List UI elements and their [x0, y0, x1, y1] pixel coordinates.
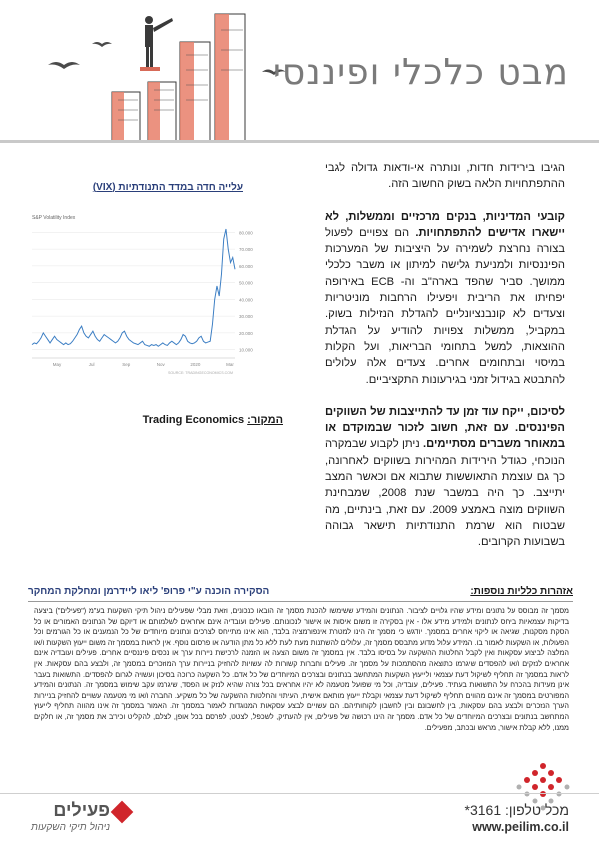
- y-tick-label: 70.000: [239, 247, 253, 253]
- x-tick-label: Mar: [226, 362, 234, 367]
- paragraph-3-text: ניתן לקבוע שבמקרה הנוכחי, כגודל הירידות המהירות בשווקים לאחרונה, כך גם עוצמת התאוששות שתבוא אם וכאשר המצב יתייצב. כך היה במשבר שנת 2008, שמבחינת השווקים מוצה באמצע 2009. עם זאת, בינתיים, מה שבטוח הוא שרמת התנודתיות תישאר גבוהה בשבועות הקרובים.: [325, 438, 565, 549]
- header-divider: [0, 140, 599, 143]
- page-header: [0, 0, 599, 150]
- chart-source: [28, 414, 283, 426]
- x-tick-label: Nov: [156, 362, 165, 367]
- source-name: Trading Economics: [142, 414, 245, 426]
- vix-series-line: [32, 229, 235, 346]
- y-tick-label: 60.000: [239, 263, 253, 269]
- disclaimer-text: מסמך זה מבוסס על נתונים ומידע שהיו גלויים לציבור. הנתונים והמידע ששימשו להכנת מסמך זה הובאו כנכונים, וזאת מבלי שפעילים ניהול תיקי השקעות בע"מ ("פעילים") ביצעה בדיקות עצמאיות ביחס לנתונים ולמידע מידע אלו - אין בסקירה זו משום איסות או אישור לנכונותם. פעילים ועובדיה אינם אחראים לשלמותם או דיוקם של הנתונים האמורים או כל הסקת מסקנות, שגיאה או ליקוי אחרים במסמך. יודגש כי מסמך זה הינו למטרת אינפורמציה בלבד, הוא אינו מתייחס לצרכים ונתונים מיוחדים של כל הנמענים או כל הגורמים וכל הפעולות, או השקעות לאמור בו. המידע עלול מדוע מתבסס מסמך זה, עלולים להשתנות מעת לעת ללא כל מתן הודעה או פרסום נוסף. אין לראות במסמך זה משום ייעוץ השקעות ו/או המלצה לביצוע עסקאות ואין לקבל החלטות ההשקעה על בסיסו בלבד. אין במסמך זה משום הצעה או הזמנה לרכישת ניירות ערך או נכסים פיננסיים אחרים. פעילים ועובדיה אינם אחראים לנזקים ו/או להפסדים שיגרמו כתוצאה מהסתמכות על מסמך זה. פעילים וחברות קשורות לה עשויות להחזיק בניירות ערך המוזכרים במסמך זה, ולבצע בהם עסקאות. אין לראות במסמך זה תחליף לשיקול דעת עצמאי ולייעוץ השקעות המתחשב בנתונים ובצרכים המיוחדים של כל אדם. כל השקעה כרוכה בסיכון ועשויה לגרום להפסדים. התשואות בעבר אינן מעידות בהכרח על התשואות בעתיד. פעילים, עובדיה, וכל מי שפועל מטעמה לא יהיו אחראים בכל צורה שהיא לנזק או הפסד, שיגרמו עקב שימוש במסמך זה. הנתונים והמידע המפורטים במסמך זה אינם מהווים תחליף לשיקול דעת עצמאי וקבלת ייעוץ מותאם אישית, העיתוי והחלטות ההשקעה של כל משקיע. החברה ו/או מי מטעמה עשויים להחזיק בניירות הערך הנזכרים ולבצע בהם עסקאות, בין לחשבונם ובין לחשבון לקוחותיהם. הם עשויים לבצע עסקאות המנוגדות לאמור במסמך זה. האמור במסמך זה אינו מהווה תחליף לייעוץ המתחשב בנתונים ובצרכים המיוחדים של כל אדם. מסמך זה הינו רכושה של פעילים, אין להעתיק, לשכפל, לצטט, לפרסם בכל אופן, לצלם, להקליט וכיו"ב את מסמך זה, או חלקים ממנו, ללא קבלת אישור, מראש ובכתב, מפעילים.: [34, 606, 569, 732]
- website-link[interactable]: www.peilim.co.il: [472, 820, 569, 834]
- source-label: המקור:: [247, 414, 283, 426]
- x-tick-label: 2020: [190, 362, 201, 367]
- y-tick-label: 40.000: [239, 297, 253, 303]
- y-tick-label: 30.000: [239, 314, 253, 320]
- y-tick-label: 10.000: [239, 347, 253, 353]
- x-tick-label: Sep: [122, 362, 131, 367]
- y-tick-label: 50.000: [239, 280, 253, 286]
- y-tick-label: 80.000: [239, 230, 253, 236]
- paragraph-3-lead: לסיכום, ייקח עוד זמן עד להתייצבות של השווקים הפיננסים. עם זאת, חשוב לזכור שבמוקדם או במאוחר משברים מסתיימים.: [325, 405, 565, 451]
- logo-name: פעילים: [53, 800, 110, 820]
- chart-title: S&P Volatility Index: [32, 215, 76, 221]
- y-tick-label: 20.000: [239, 330, 253, 336]
- disclaimer-header: [28, 586, 573, 602]
- x-tick-label: May: [52, 362, 62, 367]
- paragraph-3: [325, 404, 565, 551]
- chart-watermark: SOURCE: TRADINGECONOMICS.COM: [167, 371, 233, 375]
- vix-chart-svg: [28, 210, 273, 380]
- paragraph-2-lead: קובעי המדיניות, בנקים מרכזיים וממשלות, לא יישארו אדישים להתפתחויות.: [325, 210, 566, 239]
- logo-tagline: ניהול תיקי השקעות: [31, 822, 110, 833]
- paragraph-2: [325, 209, 565, 388]
- paragraph-2-text: הם צפויים לפעול בצורה נחרצת לשמירה על היציבות של המערכות הפיננסיות ולמניעת גלישה למיתון או משבר כלכלי ממושך. סביר שהפד בארה"ב וה- ECB באירופה יפחיתו את הריבית ויפעילו הרחבות מוניטריות וצעדים לא קונבנציונליים להגדלת הנזילות בשוק. במקביל, ממשלות צפויות להודיע על הגדלת ההוצאות, למשל בתחומי הבריאות, ועל הקלות במיסוי ובתחומים אחרים. צעדים אלה עלולים להתבטא בגידול זמני בגירעונות התקציביים.: [325, 226, 565, 386]
- paragraph-1: הגיבו בירידות חדות, ונותרה אי-ודאות גדולה לגבי ההתפתחויות הלאה בשוק החשוב הזה.: [325, 162, 565, 191]
- x-tick-label: Jul: [88, 362, 95, 367]
- vix-chart: [28, 210, 273, 380]
- contact-phone: מכל טלפון: 3161*: [464, 802, 569, 818]
- disclaimer-author: הסקירה הוכנה ע"י פרופ' ליאו ליידרמן ומחלקת המחקר: [28, 586, 270, 597]
- chart-heading: עלייה חדה במדד התנודתיות (VIX): [92, 182, 243, 193]
- page-footer: [0, 760, 599, 846]
- disclaimer-heading: אזהרות כלליות נוספות:: [470, 586, 573, 597]
- page-title: מבט כלכלי ופיננסי: [272, 52, 569, 93]
- footer-divider: [0, 793, 599, 794]
- article-body: [325, 160, 565, 567]
